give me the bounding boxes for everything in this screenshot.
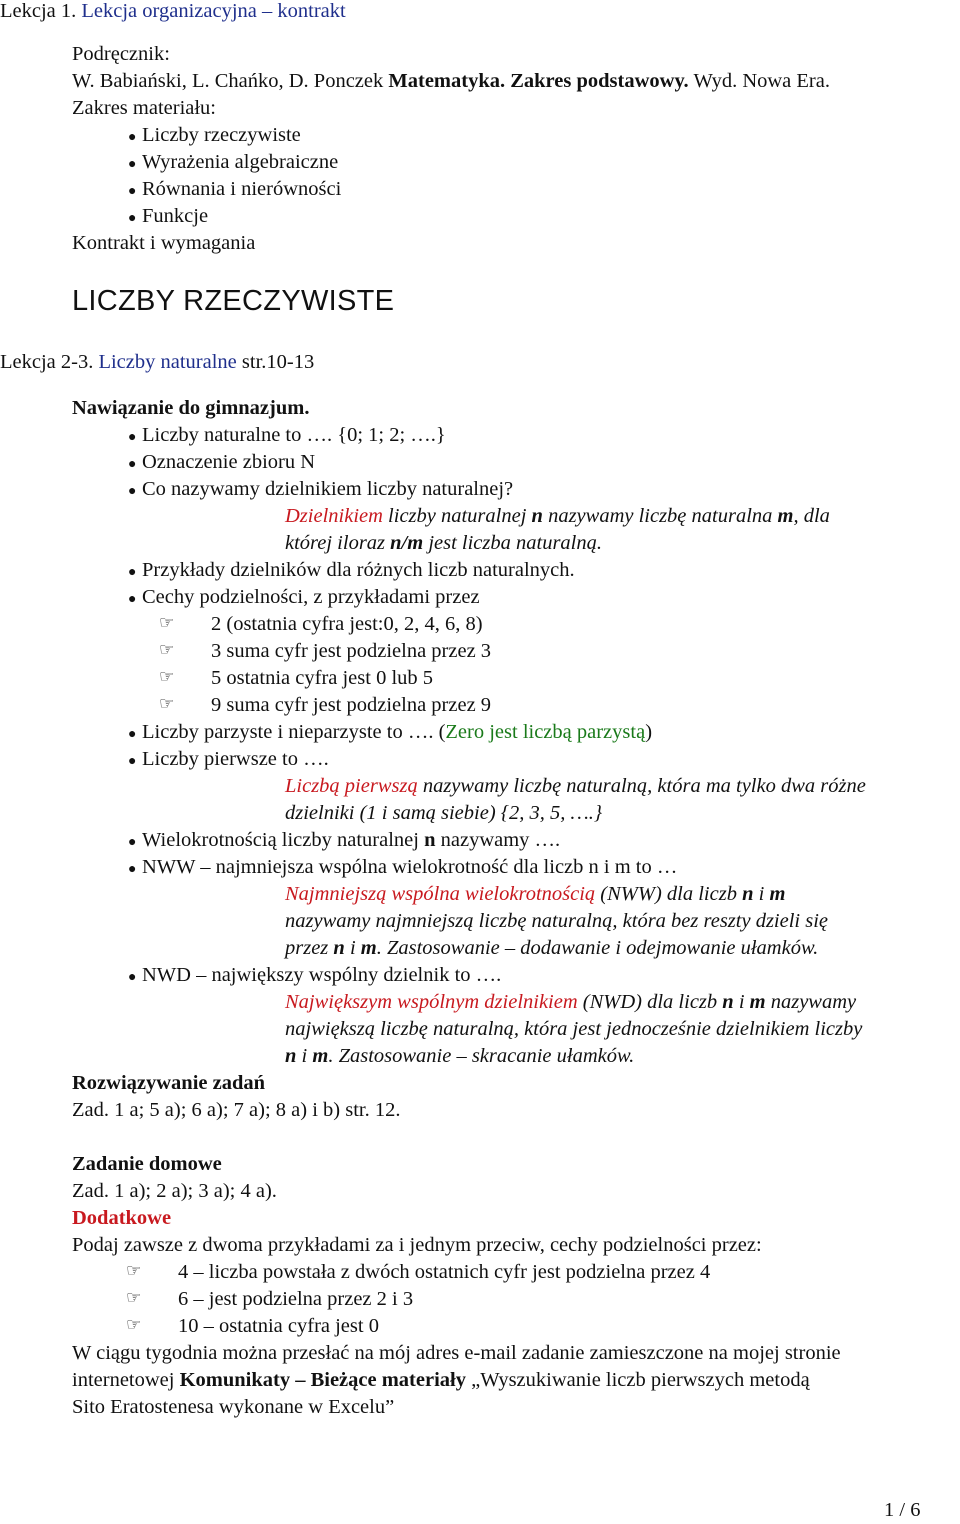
bullet-icon: ● <box>128 157 137 172</box>
pointing-hand-icon: ☞ <box>159 694 175 714</box>
zakres-item <box>128 178 342 202</box>
dodatkowe-item-text: 6 – jest podzielna przez 2 i 3 <box>178 1288 414 1310</box>
biezace-materialy-label: Bieżące materiały <box>310 1369 466 1391</box>
definition-text: (NWW) dla liczb <box>595 883 743 905</box>
symbol-n: n <box>333 937 345 959</box>
list-item <box>128 748 329 772</box>
cecha-item <box>159 694 492 718</box>
bullet-icon: ● <box>128 484 137 499</box>
list-item <box>128 451 316 475</box>
dodatkowe-item <box>126 1261 711 1285</box>
cecha-text: 5 ostatnia cyfra jest 0 lub 5 <box>211 667 434 689</box>
footer-note-line-1: W ciągu tygodnia można przesłać na mój adres e-mail zadanie zamieszczone na mojej stronie <box>72 1342 841 1364</box>
pointing-hand-icon: ☞ <box>126 1315 142 1335</box>
pointing-hand-icon: ☞ <box>159 667 175 687</box>
zakres-item-label: Funkcje <box>142 205 209 227</box>
list-item-text: Oznaczenie zbioru N <box>142 451 316 473</box>
symbol-m: m <box>360 937 377 959</box>
list-item-text: Wielokrotnością liczby naturalnej <box>142 829 425 851</box>
bullet-icon: ● <box>128 754 137 769</box>
definition-text: i <box>753 883 770 905</box>
footer-note-line-3: Sito Eratostenesa wykonane w Excelu” <box>72 1396 395 1418</box>
definition-text: nazywamy liczbę naturalna <box>542 505 778 527</box>
bullet-icon: ● <box>128 430 137 445</box>
list-item <box>128 424 446 448</box>
dodatkowe-item <box>126 1315 379 1339</box>
bullet-icon: ● <box>128 457 137 472</box>
dodatkowe-item-text: 10 – ostatnia cyfra jest 0 <box>178 1315 379 1337</box>
definition-text: . Zastosowanie – skracanie ułamków. <box>328 1045 635 1067</box>
definition-text: przez <box>285 937 334 959</box>
definition-dzielnik-line-1 <box>285 505 830 529</box>
list-item-text: Liczby parzyste i nieparzyste to …. ( <box>142 721 446 743</box>
list-item <box>128 856 678 880</box>
zadanie-domowe-heading: Zadanie domowe <box>72 1153 222 1175</box>
definition-text: , dla <box>793 505 830 527</box>
cecha-item <box>159 640 492 664</box>
definition-term: Dzielnikiem <box>285 505 383 527</box>
zakres-item-label: Liczby rzeczywiste <box>142 124 301 146</box>
symbol-n: n <box>285 1045 297 1067</box>
definition-text: liczby naturalnej <box>382 505 532 527</box>
list-item-text: Co nazywamy dzielnikiem liczby naturalnej? <box>142 478 514 500</box>
definition-pierwsza-line-1 <box>285 775 866 799</box>
list-item-text: Cechy podzielności, z przykładami przez <box>142 586 480 608</box>
lesson-1-title: Lekcja organizacyjna – kontrakt <box>81 0 346 22</box>
dodatkowe-item <box>126 1288 414 1312</box>
dodatkowe-item-text: 4 – liczba powstała z dwóch ostatnich cyfr jest podzielna przez 4 <box>178 1261 711 1283</box>
zakres-item <box>128 205 209 229</box>
cecha-text: 2 (ostatnia cyfra jest:0, 2, 4, 6, 8) <box>211 613 483 635</box>
zakres-label: Zakres materiału: <box>72 97 217 119</box>
symbol-m: m <box>777 505 794 527</box>
rozwiazywanie-text: Zad. 1 a; 5 a); 6 a); 7 a); 8 a) i b) str. 12. <box>72 1099 401 1121</box>
bullet-icon: ● <box>128 592 137 607</box>
definition-term: Największym wspólnym dzielnikiem <box>285 991 578 1013</box>
list-item <box>128 559 575 583</box>
page-number: 1 / 6 <box>884 1499 921 1521</box>
rozwiazywanie-heading: Rozwiązywanie zadań <box>72 1072 266 1094</box>
pointing-hand-icon: ☞ <box>159 613 175 633</box>
definition-term: Liczbą pierwszą <box>285 775 418 797</box>
cecha-item <box>159 613 483 637</box>
symbol-m: m <box>749 991 766 1013</box>
symbol-n: n <box>424 829 436 851</box>
definition-nww-line-3 <box>285 937 818 961</box>
zakres-item-label: Równania i nierówności <box>142 178 342 200</box>
bullet-icon: ● <box>128 970 137 985</box>
cecha-text: 3 suma cyfr jest podzielna przez 3 <box>211 640 492 662</box>
bullet-icon: ● <box>128 727 137 742</box>
section-title: LICZBY RZECZYWISTE <box>72 285 395 317</box>
definition-text: (NWD) dla liczb <box>577 991 723 1013</box>
footer-note-line-2 <box>72 1369 810 1393</box>
definition-nwd-line-3 <box>285 1045 634 1069</box>
symbol-m: m <box>312 1045 329 1067</box>
bullet-icon: ● <box>128 211 137 226</box>
list-item <box>128 964 502 988</box>
definition-pierwsza-line-2: dzielniki (1 i samą siebie) {2, 3, 5, ….} <box>285 802 603 824</box>
list-item-text: NWW – najmniejsza wspólna wielokrotność dla liczb n i m to … <box>142 856 678 878</box>
list-item <box>128 586 480 610</box>
definition-text: i <box>296 1045 313 1067</box>
symbol-n: n <box>531 505 543 527</box>
definition-nwd-line-1 <box>285 991 856 1015</box>
lesson-2-label: Lekcja 2-3. <box>0 351 94 373</box>
list-item-text: Liczby pierwsze to …. <box>142 748 329 770</box>
definition-dzielnik-line-2 <box>285 532 602 556</box>
symbol-m: m <box>769 883 786 905</box>
definition-text: i <box>344 937 361 959</box>
definition-text: nazywamy <box>765 991 857 1013</box>
symbol-nm: n/m <box>390 532 424 554</box>
podrecznik-book: Matematyka. Zakres podstawowy. <box>388 70 689 92</box>
list-item-text: NWD – największy wspólny dzielnik to …. <box>142 964 502 986</box>
footer-note-dash: – <box>290 1369 311 1391</box>
zadanie-domowe-text: Zad. 1 a); 2 a); 3 a); 4 a). <box>72 1180 277 1202</box>
komunikaty-label: Komunikaty <box>179 1369 291 1391</box>
zakres-item-label: Wyrażenia algebraiczne <box>142 151 339 173</box>
kontrakt-line: Kontrakt i wymagania <box>72 232 256 254</box>
definition-text: której iloraz <box>285 532 391 554</box>
definition-term: Najmniejszą wspólna wielokrotnością <box>285 883 596 905</box>
pointing-hand-icon: ☞ <box>126 1261 142 1281</box>
definition-text: jest liczba naturalną. <box>423 532 603 554</box>
zakres-item <box>128 124 301 148</box>
definition-nww-line-2: nazywamy najmniejszą liczbę naturalną, która bez reszty dzieli się <box>285 910 829 932</box>
definition-nww-line-1 <box>285 883 785 907</box>
definition-nwd-line-2: największą liczbę naturalną, która jest jednocześnie dzielnikiem liczby <box>285 1018 863 1040</box>
list-item <box>128 721 653 745</box>
cecha-text: 9 suma cyfr jest podzielna przez 9 <box>211 694 492 716</box>
bullet-icon: ● <box>128 184 137 199</box>
podrecznik-line <box>72 70 830 94</box>
zakres-item <box>128 151 339 175</box>
bullet-icon: ● <box>128 565 137 580</box>
zero-note: Zero jest liczbą parzystą <box>445 721 646 743</box>
list-item <box>128 829 561 853</box>
list-item-text: ) <box>645 721 653 743</box>
nawiazanie-heading: Nawiązanie do gimnazjum. <box>72 397 310 419</box>
footer-note-text: „Wyszukiwanie liczb pierwszych metodą <box>465 1369 810 1391</box>
pointing-hand-icon: ☞ <box>126 1288 142 1308</box>
footer-note-text: internetowej <box>72 1369 180 1391</box>
lesson-2-pages: str.10-13 <box>241 351 315 373</box>
podrecznik-publisher: Wyd. Nowa Era. <box>693 70 830 92</box>
dodatkowe-intro: Podaj zawsze z dwoma przykładami za i jednym przeciw, cechy podzielności przez: <box>72 1234 762 1256</box>
pointing-hand-icon: ☞ <box>159 640 175 660</box>
list-item-text: nazywamy …. <box>435 829 561 851</box>
definition-text: nazywamy liczbę naturalną, która ma tylko dwa różne <box>417 775 866 797</box>
symbol-n: n <box>742 883 754 905</box>
list-item-text: Przykłady dzielników dla różnych liczb naturalnych. <box>142 559 575 581</box>
definition-text: i <box>733 991 750 1013</box>
dodatkowe-heading: Dodatkowe <box>72 1207 172 1229</box>
list-item <box>128 478 514 502</box>
podrecznik-label: Podręcznik: <box>72 43 170 65</box>
bullet-icon: ● <box>128 835 137 850</box>
definition-text: . Zastosowanie – dodawanie i odejmowanie ułamków. <box>376 937 819 959</box>
list-item-text: Liczby naturalne to …. {0; 1; 2; ….} <box>142 424 446 446</box>
lesson-1-label: Lekcja 1. <box>0 0 77 22</box>
lesson-1-header <box>0 0 346 24</box>
symbol-n: n <box>722 991 734 1013</box>
cecha-item <box>159 667 434 691</box>
lesson-2-title: Liczby naturalne <box>98 351 237 373</box>
lesson-2-header <box>0 351 314 375</box>
podrecznik-authors: W. Babiański, L. Chańko, D. Ponczek <box>72 70 384 92</box>
bullet-icon: ● <box>128 862 137 877</box>
bullet-icon: ● <box>128 130 137 145</box>
